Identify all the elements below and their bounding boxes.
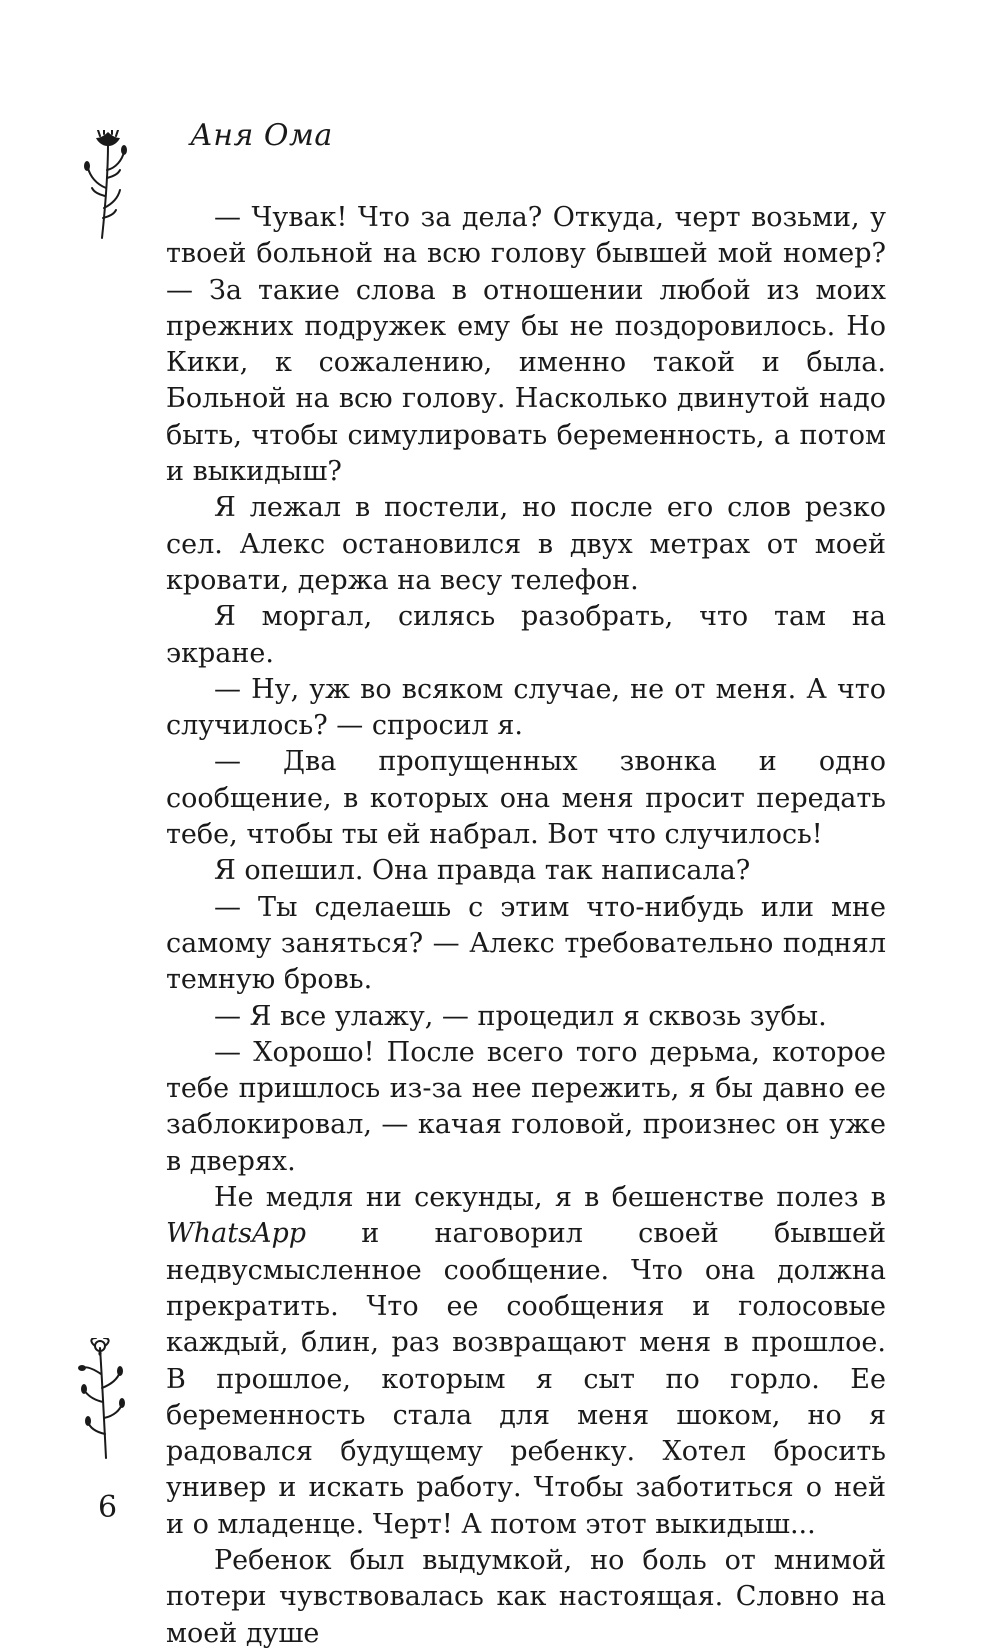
paragraph: — Я все улажу, — процедил я сквозь зубы.: [214, 1000, 827, 1032]
paragraph: — Хорошо! После всего того дерьма, которое тебе пришлось из-за нее пережить, я бы давно ее заблокировал, — качая головой, произнес он уже в дверях.: [166, 1036, 886, 1177]
body-text: [166, 200, 886, 1652]
paragraph: Я лежал в постели, но после его слов резко сел. Алекс остановился в двух метрах от моей кровати, держа на весу телефон.: [166, 492, 886, 596]
paragraph-whatsapp: [166, 1180, 886, 1543]
flower-ornament-icon: [78, 130, 134, 240]
flower-ornament-icon: [76, 1338, 132, 1460]
paragraph: — Чувак! Что за дела? Откуда, черт возьми, у твоей больной на всю голову бывшей мой номер? — За такие слова в отношении любой из моих прежних подружек ему бы не поздоровилось. Но Кики, к сожалению, именно такой и была. Больной на всю голову. Насколько двинутой надо быть, чтобы симулировать беременность, а потом и выкидыш?: [166, 202, 886, 488]
app-name-whatsapp: WhatsApp: [166, 1218, 307, 1250]
paragraph: — Ну, уж во всяком случае, не от меня. А что случилось? — спросил я.: [166, 673, 886, 742]
paragraph-text-before: Не медля ни секунды, я в бешенстве полез в: [214, 1182, 886, 1214]
paragraph: — Два пропущенных звонка и одно сообщение, в которых она меня просит передать тебе, чтобы ты ей набрал. Вот что случилось!: [166, 746, 886, 851]
paragraph-text-after: и наговорил своей бывшей недвусмысленное сообщение. Что она должна прекратить. Что ее сообщения и голосовые каждый, блин, раз возвращают меня в прошлое. В прошлое, которым я сыт по горло. Ее беременность стала для меня шоком, но я радовался будущему ребенку. Хотел бросить универ и искать работу. Чтобы заботиться о ней и о младенце. Черт! А потом этот выкидыш...: [166, 1218, 886, 1540]
paragraph: Я моргал, силясь разобрать, что там на экране.: [166, 601, 886, 669]
page-number: 6: [98, 1490, 118, 1525]
paragraph: Ребенок был выдумкой, но боль от мнимой потери чувствовалась как настоящая. Словно на моей душе: [166, 1544, 886, 1649]
paragraph: — Ты сделаешь с этим что-нибудь или мне самому заняться? — Алекс требовательно поднял темную бровь.: [166, 891, 886, 996]
paragraph: Я опешил. Она правда так написала?: [214, 855, 751, 887]
running-head-author: Аня Ома: [190, 118, 333, 153]
